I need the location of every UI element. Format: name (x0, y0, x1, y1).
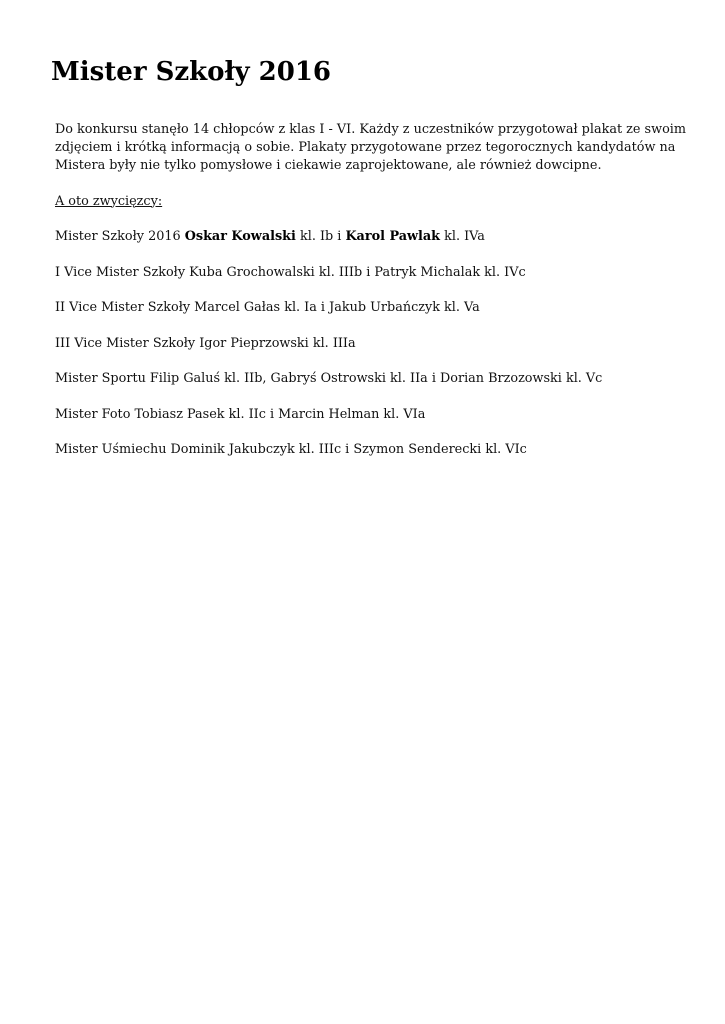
winner-main-middle: kl. Ib i (295, 229, 346, 244)
result-line: II Vice Mister Szkoły Marcel Gałas kl. Ia i Jakub Urbańczyk kl. Va (55, 300, 480, 315)
winner-main-prefix: Mister Szkoły 2016 (55, 229, 185, 244)
result-line: Mister Sportu Filip Galuś kl. IIb, Gabryś Ostrowski kl. IIa i Dorian Brzozowski kl. Vc (55, 371, 603, 386)
winner-name-1: Oskar Kowalski (184, 229, 296, 244)
intro-line: Do konkursu stanęło 14 chłopców z klas I - VI. Każdy z uczestników przygotował plakat ze swoim (55, 122, 687, 137)
winner-main-paragraph (55, 228, 665, 246)
intro-line: zdjęciem i krótką informacją o sobie. Plakaty przygotowane przez tegorocznych kandydatów na (55, 140, 676, 155)
article-body (55, 121, 687, 477)
intro-paragraph (55, 121, 687, 175)
result-line: Mister Uśmiechu Dominik Jakubczyk kl. IIIc i Szymon Senderecki kl. VIc (55, 442, 527, 457)
winners-heading-paragraph (55, 193, 665, 211)
winner-main-suffix: kl. IVa (440, 229, 485, 244)
intro-line: Mistera były nie tylko pomysłowe i ciekawie zaprojektowane, ale również dowcipne. (55, 158, 602, 173)
result-line: I Vice Mister Szkoły Kuba Grochowalski kl. IIIb i Patryk Michalak kl. IVc (55, 264, 526, 280)
winner-name-2: Karol Pawlak (345, 229, 441, 244)
result-line: Mister Foto Tobiasz Pasek kl. IIc i Marcin Helman kl. VIa (55, 406, 426, 422)
page-title: Mister Szkoły 2016 (51, 57, 332, 87)
result-line: III Vice Mister Szkoły Igor Pieprzowski kl. IIIa (55, 335, 356, 351)
winners-heading: A oto zwycięzcy: (55, 193, 163, 209)
